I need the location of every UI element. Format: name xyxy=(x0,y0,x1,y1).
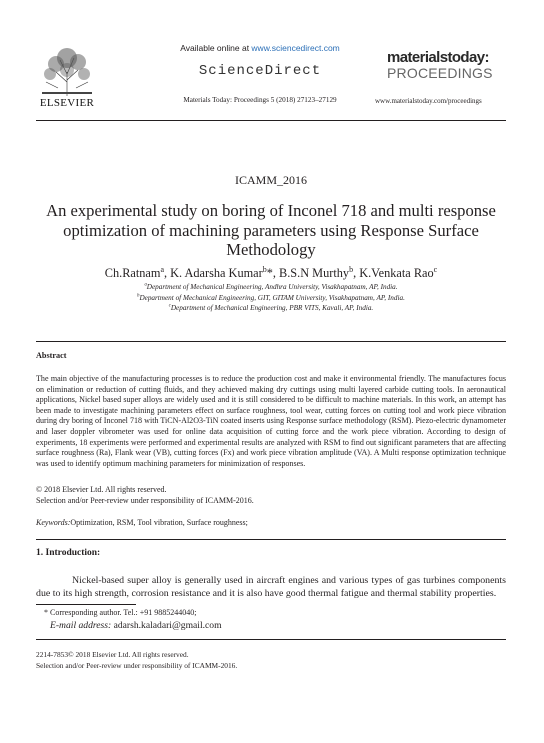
footer-selection: Selection and/or Peer-review under responsibility of ICAMM-2016. xyxy=(36,661,238,670)
email-label: E-mail address: xyxy=(50,620,112,631)
author-4-affil: c xyxy=(433,264,438,274)
keywords-text: Optimization, RSM, Tool vibration, Surface roughness; xyxy=(70,518,248,527)
author-2-affil: b xyxy=(262,264,267,274)
footnote-rule xyxy=(36,604,136,605)
affiliations xyxy=(36,282,506,314)
abstract-body: The main objective of the manufacturing processes is to reduce the production cost and make it environmental friendly. The manufactures focus on elimination or reduction of cutting fluids, and they achieved making dry cuttings using multi layered carbide cutting tools. In aeronautical applications, Nickel based super alloys are widely used and it is still considered to be difficult to machine materials. In this work, an attempt has been made to investigate machining parameters effect on surface roughness, tool wear, cutting forces on cutting tool and work piece vibration during dry boring of Inconel 718 with TiCN-Al2O3-TiN coated inserts using Response surface methodology (RSM). Piezo-electric dynamometer and laser doppler vibrometer was used for online data acquisition of cutting force and the work piece vibration. According to design of experiments, 18 experiments were performed and experimental results are analyzed with RSM to find out significant parameters that are affecting surface roughness (Ra), Flank wear (VB), cutting forces (Fx) and work piece vibration amplitude (VA). A Multi response optimization technique was used to identify optimum machining parameters for minimization of responses. xyxy=(36,374,506,468)
affiliation-a: $^a$Department of Mechanical Engineering, Andhra University, Visakhapatnam, AP, India. xyxy=(144,282,398,291)
intro-heading: 1. Introduction: xyxy=(36,548,101,558)
abstract-top-rule xyxy=(36,341,506,342)
sciencedirect-wordmark: ScienceDirect xyxy=(198,63,322,79)
affiliation-b: $^b$Department of Mechanical Engineering, GIT, GITAM University, Visakhapatnam, AP, India. xyxy=(137,293,405,302)
author-2: , K. Adarsha Kumar xyxy=(164,266,263,280)
keywords-label: Keywords: xyxy=(36,518,71,527)
email-line xyxy=(50,620,222,631)
corresponding-author: * Corresponding author. Tel.: +91 9885244040; xyxy=(44,608,197,617)
materials-today-logo xyxy=(387,50,507,81)
abstract-bottom-rule xyxy=(36,539,506,540)
footer-rule xyxy=(36,639,506,640)
elsevier-wordmark: ELSEVIER xyxy=(39,97,95,109)
author-1: Ch.Ratnam xyxy=(104,266,161,280)
paper-title: An experimental study on boring of Inconel 718 and multi response optimization of machining parameters using Response Surface Methodology xyxy=(46,201,496,259)
author-3-affil: b xyxy=(349,264,354,274)
materials-today-url: www.materialstoday.com/proceedings xyxy=(375,97,482,105)
materials-today-wordmark: materialstoday: xyxy=(387,49,489,66)
journal-citation: Materials Today: Proceedings 5 (2018) 27123–27129 xyxy=(183,96,337,104)
keywords xyxy=(36,518,506,527)
elsevier-tree-icon xyxy=(36,42,98,98)
affiliation-c: $^c$Department of Mechanical Engineering, PBR VITS, Kavali, AP, India. xyxy=(168,303,374,312)
author-list xyxy=(36,266,506,281)
author-4: , K.Venkata Rao xyxy=(353,266,434,280)
abstract-copyright: © 2018 Elsevier Ltd. All rights reserved. xyxy=(36,485,167,494)
available-prefix: Available online at xyxy=(180,43,252,53)
elsevier-logo xyxy=(36,42,98,108)
proceedings-wordmark: PROCEEDINGS xyxy=(387,65,493,81)
author-3: *, B.S.N Murthy xyxy=(266,266,350,280)
email-address[interactable]: adarsh.kaladari@gmail.com xyxy=(113,620,222,631)
conference-name: ICAMM_2016 xyxy=(234,173,307,187)
sciencedirect-link[interactable]: www.sciencedirect.com xyxy=(251,43,340,53)
abstract-heading: Abstract xyxy=(36,351,67,360)
author-1-affil: a xyxy=(160,264,165,274)
footer-issn: 2214-7853© 2018 Elsevier Ltd. All rights reserved. xyxy=(36,650,189,659)
header-rule xyxy=(36,120,506,121)
intro-body: Nickel-based super alloy is generally used in aircraft engines and various types of gas turbines components due to its high strength, corrosion resistance and it is also have good thermal fatigue and thermal stability properties. xyxy=(36,575,506,599)
available-online xyxy=(130,43,390,53)
abstract-selection: Selection and/or Peer-review under responsibility of ICAMM-2016. xyxy=(36,496,254,505)
